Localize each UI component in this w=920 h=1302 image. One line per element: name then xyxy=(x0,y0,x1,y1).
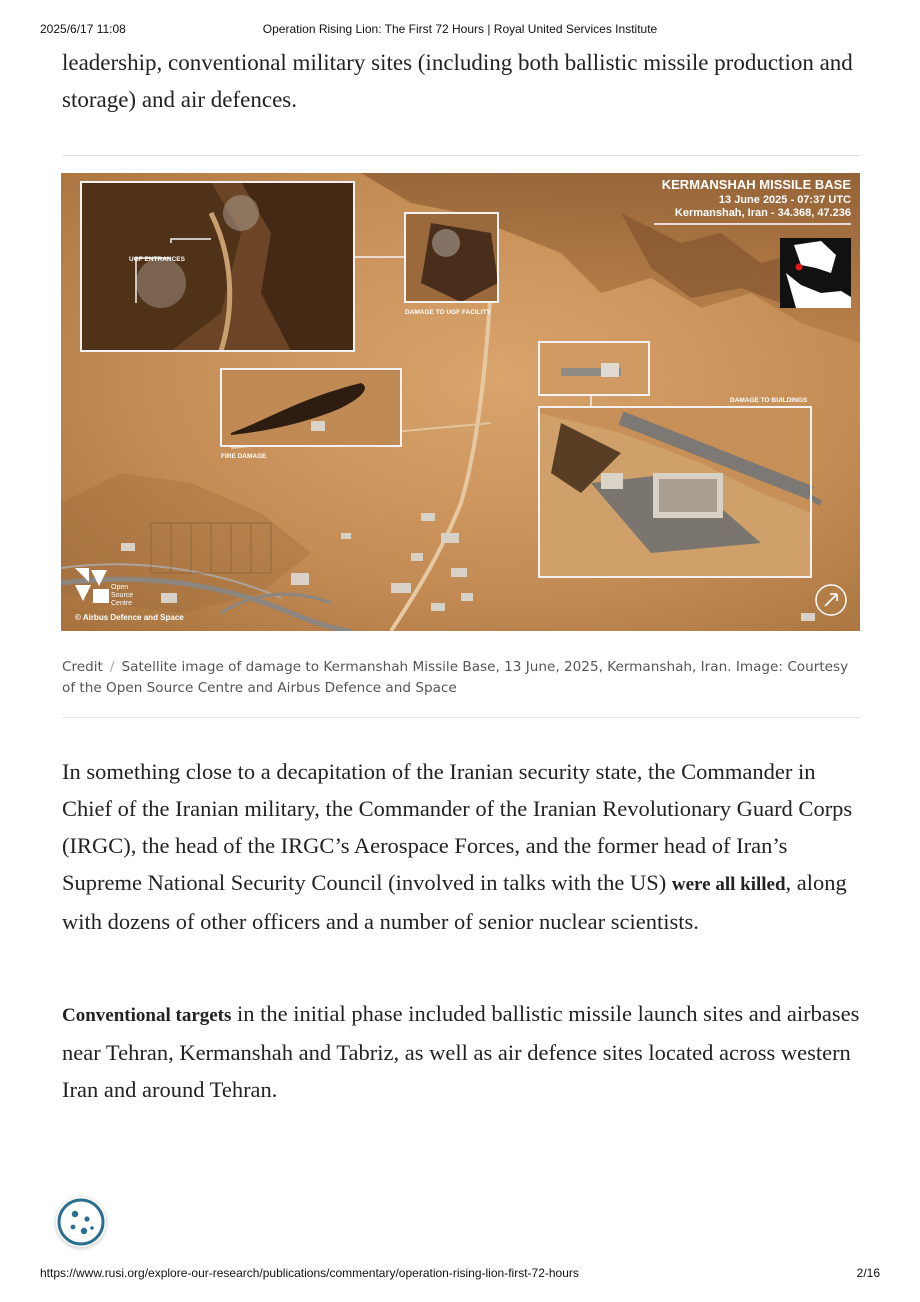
divider-top xyxy=(62,155,860,156)
figure-date: 13 June 2025 - 07:37 UTC xyxy=(718,194,851,206)
print-page-title: Operation Rising Lion: The First 72 Hours | Royal United Services Institute xyxy=(262,22,658,36)
intro-paragraph: leadership, conventional military sites (including both ballistic missile production and storage) and air defences. xyxy=(62,50,853,112)
label-fire-damage: FIRE DAMAGE xyxy=(221,453,267,460)
print-footer xyxy=(40,1266,880,1282)
locator-map xyxy=(780,238,851,308)
satellite-image xyxy=(61,173,860,631)
figure-location: Kermanshah, Iran - 34.368, 47.236 xyxy=(674,207,851,219)
print-url: https://www.rusi.org/explore-our-research/publications/commentary/operation-rising-lion-first-72-hours xyxy=(40,1266,579,1280)
p2-text-after: in the initial phase included ballistic missile launch sites and airbases near Tehran, Kermanshah and Tabriz, as well as air defence sites located across western Iran and around Tehran. xyxy=(62,1001,860,1102)
cookie-icon xyxy=(56,1197,106,1247)
p2-bold-link[interactable]: Conventional targets xyxy=(62,1005,232,1026)
logo-line-3: Centre xyxy=(111,600,133,607)
label-damage-buildings: DAMAGE TO BUILDINGS xyxy=(730,397,808,404)
logo-line-2: Source xyxy=(111,592,134,599)
figure-copyright: © Airbus Defence and Space xyxy=(75,613,184,622)
inset-fire-damage xyxy=(221,369,401,446)
label-ugf-entrances: UGF ENTRANCES xyxy=(129,256,185,263)
inset-small-buildings xyxy=(539,342,649,395)
print-header xyxy=(40,22,880,38)
page-number: 2/16 xyxy=(856,1266,880,1280)
inset-damage-buildings xyxy=(539,407,811,577)
p1-text-after: , along with dozens of other officers and a number of senior nuclear scientists. xyxy=(62,870,847,934)
print-date: 2025/6/17 11:08 xyxy=(40,22,126,36)
inset-ugf-entrances xyxy=(81,182,354,351)
inset-ugf-facility xyxy=(405,213,498,302)
caption-separator: / xyxy=(109,659,115,675)
label-damage-ugf: DAMAGE TO UGF FACILITY xyxy=(405,309,491,316)
figure-title: KERMANSHAH MISSILE BASE xyxy=(661,177,851,192)
cookie-settings-button[interactable] xyxy=(56,1197,106,1247)
body-paragraph-2 xyxy=(62,995,862,1108)
p1-bold-link[interactable]: were all killed xyxy=(671,874,786,895)
logo-line-1: Open xyxy=(111,584,129,591)
caption-credit-label: Credit xyxy=(62,659,103,675)
p1-text-before: In something close to a decapitation of the Iranian security state, the Commander in Chief of the Iranian military, the Commander of the Iranian Revolutionary Guard Corps (IRGC), the head of the IRGC’s Aerospace Forces, and the former head of Iran’s Supreme National Security Council (involved in talks with the US) xyxy=(62,759,853,895)
image-caption xyxy=(62,657,860,699)
divider-bottom xyxy=(62,717,860,718)
caption-text: Satellite image of damage to Kermanshah Missile Base, 13 June, 2025, Kermanshah, Iran. Image: Courtesy of the Open Source Centre and Airbus Defence and Space xyxy=(62,659,849,696)
body-paragraph-1 xyxy=(62,753,862,940)
